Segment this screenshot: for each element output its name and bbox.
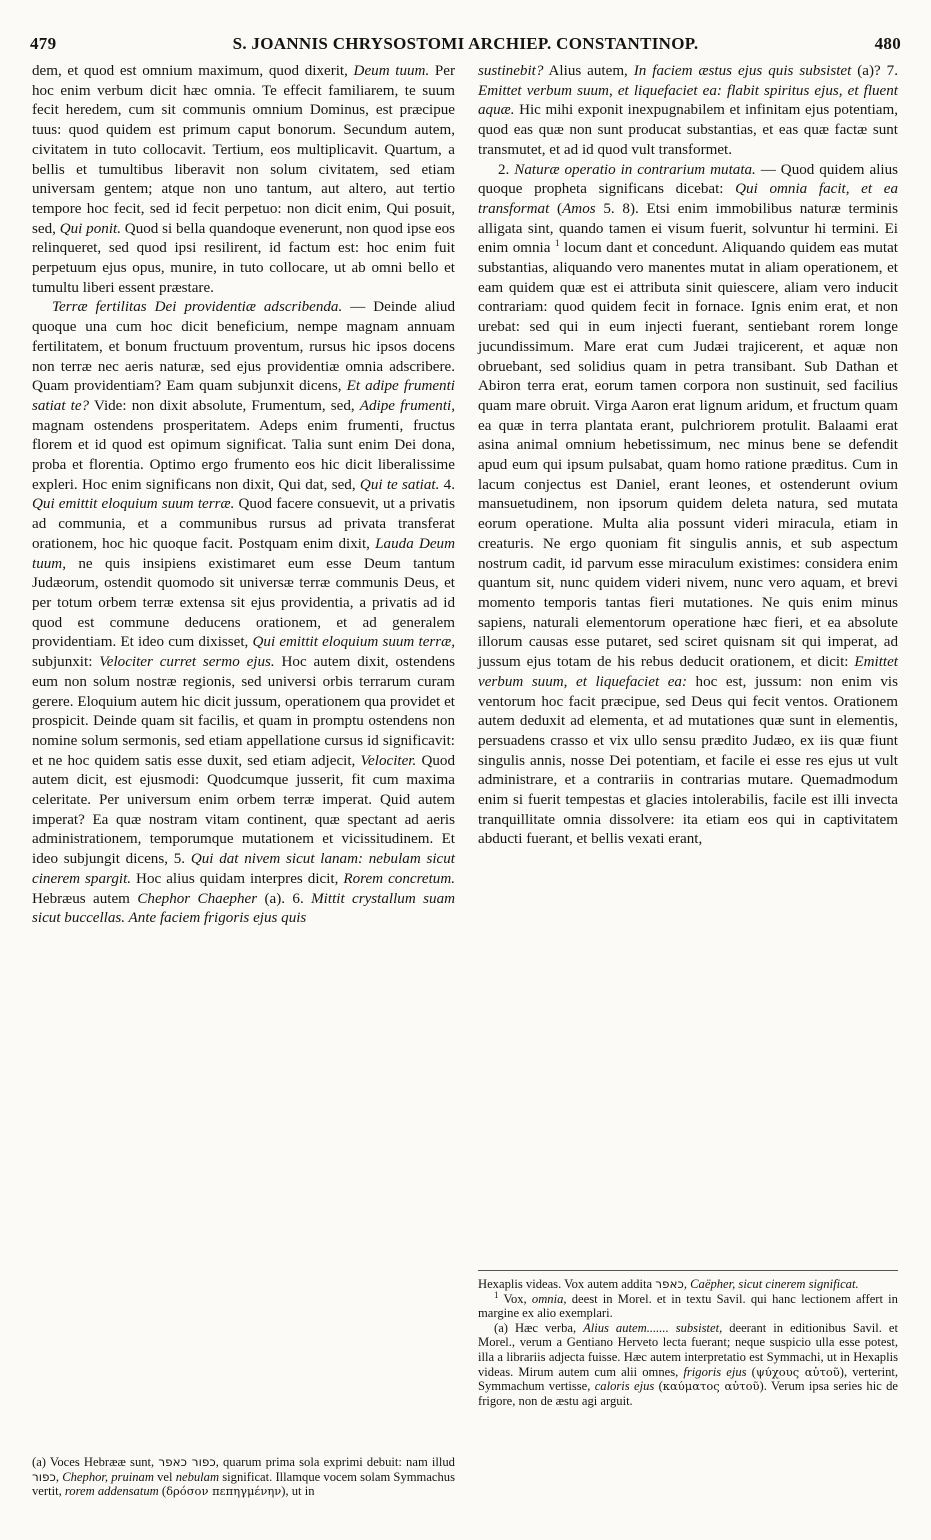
footnote-1: $^1$ Vox, omnia, deest in Morel. et in textu Savil. qui hanc lectionem affert in margine ex alio exemplari. — [478, 1289, 898, 1321]
section-heading: Naturæ operatio in contrarium mutata. — [514, 161, 756, 178]
section-heading: Terræ fertilitas Dei providentiæ adscribenda. — [52, 299, 343, 316]
paragraph: dem, et quod est omnium maximum, quod dixerit, Deum tuum. Per hoc enim verbum dicit hæc omnia. Te effecit familiarem, te suum fecit heredem, cum sit communis omnium Dominus, est præcipue tuus: quod quidem est primum caput bonorum. Secundum autem, civitatem in tuto collocavit. Tertium, eos multiplicavit. Quartum, a bellis et tumultibus liberavit non solum civitatem, sed etiam universam gentem; atque non uno tantum, aut altero, aut tertio tempore hoc fecit, sed id fecit perpetuo: non dicit enim, Qui posuit, sed, Qui ponit. Quod si bella quandoque evenerunt, non quod ipse eos relinqueret, sed quod ipsi resilirent, id factum est: hoc enim fuit perpetuum ejus opus, munire, in tuto collocare, ut ab omni bello et tumultu liberi essent præstare. — [32, 63, 456, 296]
running-title: S. JOANNIS CHRYSOSTOMI ARCHIEP. CONSTANTINOP. — [232, 34, 699, 53]
footnote-rule — [478, 1270, 898, 1271]
paragraph: Terræ fertilitas Dei providentiæ adscribenda. — Deinde aliud quoque una cum hoc dicit beneficium, nempe magnam annuam fertilitatem, et bonum fructuum proventum, rursus hic ipsos docens non terræ nec aeris naturæ, sed ejus providentiæ omnia adscribere. Quam providentiam? Eam quam subjunxit dicens, Et adipe frumenti satiat te? Vide: non dixit absolute, Frumentum, sed, Adipe frumenti, magnam ostendens prosperitatem. Adeps enim frumenti, fructus florem et id quod est opimum significat. Talia sunt enim Dei dona, proba et florentia. Optimo ergo frumento eos hic dicit liberalissime expleri. Hoc enim significans non dixit, Qui dat, sed, Qui te satiat. 4. Qui emittit eloquium suum terræ. Quod facere consuevit, ut a privatis ad communia, et a communibus rursus ad privata transferat orationem, hoc hic quoque facit. Postquam enim dixit, Lauda Deum tuum, ne quis insipiens existimaret eum esse Deum tantum Judæorum, ostendit quomodo sit universæ terræ communis Deus, et per totum orbem terræ extensa sit ejus providentia, a privatis ad id quod est commune deducens orationem, et ad generalem providentiam. Et ideo cum dixisset, Qui emittit eloquium suum terræ, subjunxit: Velociter curret sermo ejus. Hoc autem dixit, ostendens eum non solum nostræ regionis, sed universi orbis terrarum curam gerere. Eloquium autem hic dicit jussum, operationem qua providet et prospicit. Deinde quam sit facilis, et quam in promptu ostendens non nomine solum sermonis, sed etiam appellatione cursus id significavit: et ne hoc quidem satis esse duxit, sed etiam adjecit, Velociter. Quod autem dicit, est ejusmodi: Quodcumque jusserit, fit cum maxima celeritate. Per universum enim orbem terræ imperat. Quid autem imperat? Ea quæ nostram vitam continent, quæ spectant ad aeris administrationem, temporumque mutationem et vicissitudinem. Et ideo subjungit dicens, 5. Qui dat nivem sicut lanam: nebulam sicut cinerem spargit. Hoc alius quidam interpres dicit, Rorem concretum. Hebræus autem Chephor Chaepher (a). 6. Mittit crystallum suam sicut buccellas. Ante faciem frigoris ejus quis — [32, 299, 456, 927]
footnote-left — [32, 1455, 455, 1499]
footnote-a: (a) Hæc verba, Alius autem....... subsistet, deerant in editionibus Savil. et Morel., verum a Gentiano Herveto lecta fuerant; neque suspicio ulla esse potest, illa a librariis adjecta fuisse. Hæc autem interpretatio est Symmachi, ut in Hexaplis videas. Mirum autem cum alii omnes, frigoris ejus (ψύχους αὐτοῦ), verterint, Symmachum vertisse, caloris ejus (καύματος αὐτοῦ). Verum ipsa series hic de frigore, non de æstu agi arguit. — [478, 1320, 899, 1408]
paragraph: sustinebit? Alius autem, In faciem æstus ejus quis subsistet (a)? 7. Emittet verbum suum, et liquefaciet ea: flabit spiritus ejus, et fluent aquæ. Hic mihi exponit inexpugnabilem et infinitam ejus potentiam, quod eas quæ non sunt producat substantias, et eas quæ factæ sunt transmutet, et ad id quod vult transformet. — [478, 63, 898, 158]
page-number-left: 479 — [30, 34, 57, 53]
right-column — [478, 62, 898, 850]
paragraph: 2. Naturæ operatio in contrarium mutata. — Quod quidem alius quoque propheta significans dicebat: Qui omnia facit, et ea transformat (Amos 5. 8). Etsi enim immobilibus naturæ terminis alligata sint, quando tamen ei visum fuerit, solvuntur hi termini. Ei enim omnia $^1$ locum dant et concedunt. Aliquando quidem eas mutat substantias, aliquando vero manentes mutat in aliam operationem, et eam quidem quæ est ei attributa sinit quiescere, aliam vero inducit contrariam: quod quidem fecit in fornace. Ignis enim erat, et non urebat: sed qui in eum injecti fuerant, sentiebant rorem longe jucundissimum. Mare erat cum Judæi trajicerent, et aquæ non obruebant, sed solidius quam in petra transibant. Sub Dathan et Abiron terra erat, eorum tamen corpora non sustinuit, sed facilius quam mare obruit. Virga Aaron erat lignum aridum, et fructum quam ea quæ in terra plantata erant, pulchriorem protulit. Balaami erat asina animal omnium hebetissimum, nec minus bene se defendit apud eum qui ipsum pulsabat, quam homo ratione præditus. Cum in lacum conjectus est Daniel, erant leones, et ostenderunt ovium mansuetudinem, non ipsorum quidem deleta natura, sed mutata eorum operatione. Multa alia possunt videri miracula, etiam in creaturis. Ne ergo quoniam fit singulis annis, et sub aspectum nostrum cadit, id parvum esse miraculum existimes: considera enim quantum sit, nunc quidem videri nivem, nunc vero aquam, et brevi momento temporis tantas fieri mutationes. Ne quis enim minus sapiens, naturali elementorum operatione hæc fieri, et ea absolute illorum causas esse putaret, sed sciret quisnam sit qui imperat, ad jussum ejus totam de his rebus deducit orationem, et dicit: Emittet verbum suum, et liquefaciet ea: hoc est, jussum: non enim vis ventorum hoc facit præcipue, sed Deus qui fecit ventos. Orationem autem deduxit ad elementa, et ad mutationes quæ sunt in elementis, persuadens crasso et vix ullo sensu prædito Judæo, ex iis quæ fiunt singulis annis, nosse Dei potentiam, et facile ei esse res ejus ut vult administrare, et a contrariis in contrarias mutare. Quemadmodum enim si fuerit tempestas et glacies intolerabilis, facile est illi invecta tranquillitate omnia dissolvere: ita etiam eos qui in captivitatem abducti fuerant, et bellis vexati erant, — [478, 161, 898, 848]
left-column — [32, 62, 455, 929]
footnote-right — [478, 1270, 898, 1408]
page-header — [30, 34, 901, 60]
footnote-a: (a) Voces Hebrææ sunt, כפור כאפר, quarum prima sola exprimi debuit: nam illud כפור, Chephor, pruinam vel nebulam significat. Illamque vocem solam Symmachus vertit, rorem addensatum (δρόσον πεπηγμένην), ut in — [32, 1455, 456, 1499]
footnote-continuation: Hexaplis videas. Vox autem addita כאפר, Caëpher, sicut cinerem significat. — [478, 1277, 859, 1291]
page-number-right: 480 — [874, 34, 901, 53]
